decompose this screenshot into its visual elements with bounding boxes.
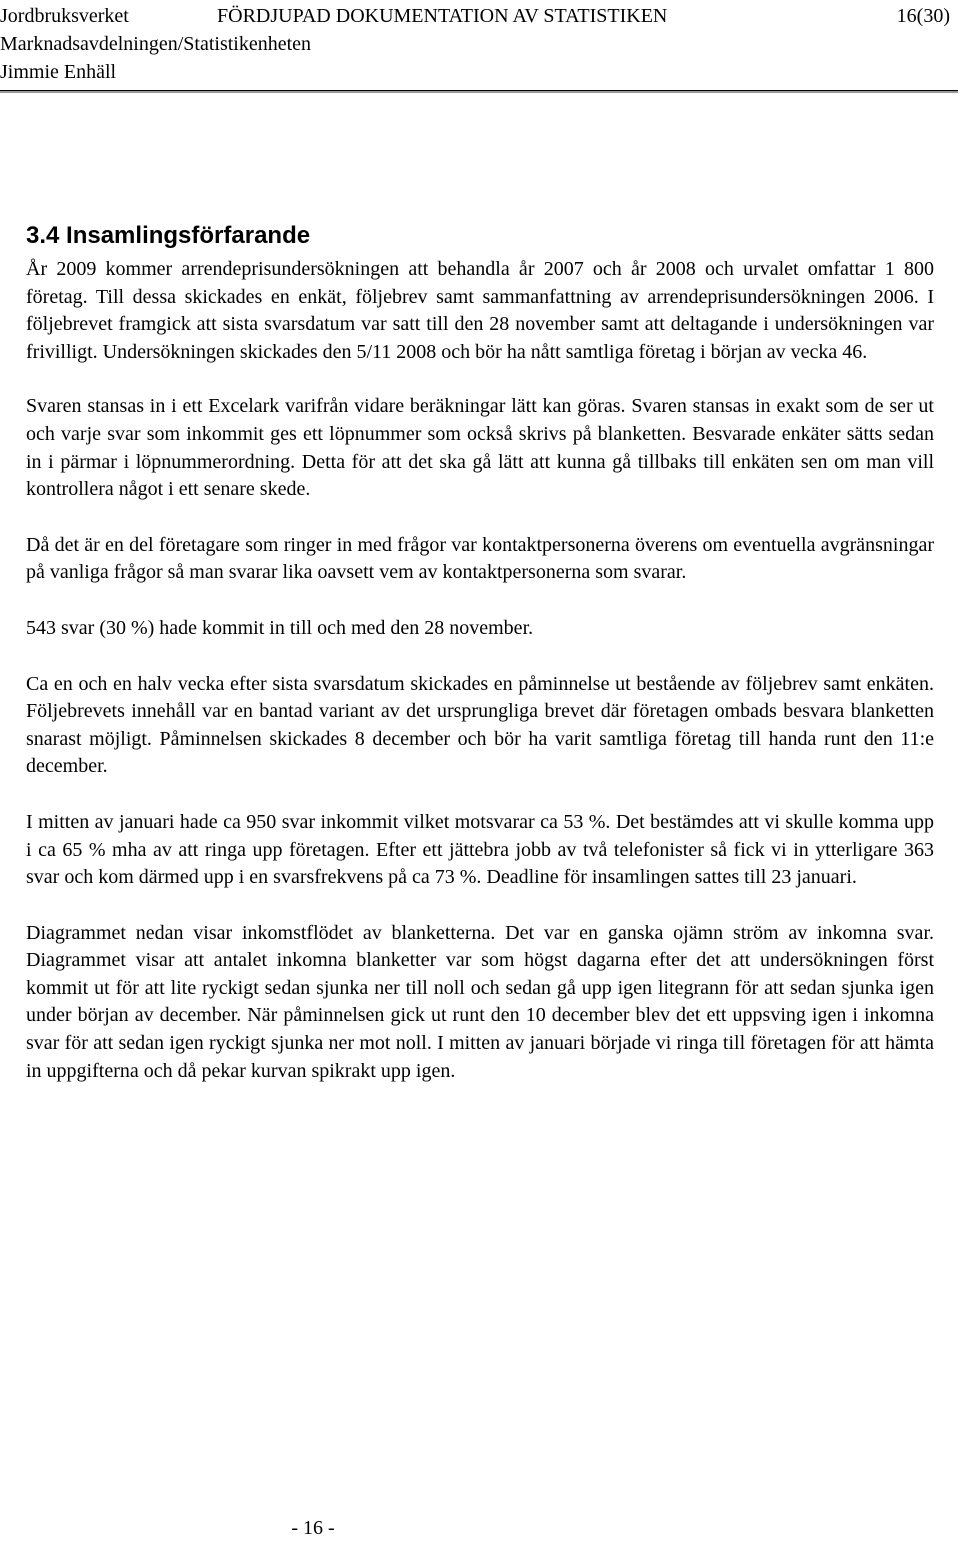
- page-header: [0, 0, 960, 96]
- header-document-type: FÖRDJUPAD DOKUMENTATION AV STATISTIKEN: [217, 5, 668, 27]
- header-divider: [0, 90, 958, 93]
- page-number: - 16 -: [291, 1517, 335, 1539]
- page-footer: [0, 1514, 960, 1542]
- paragraph-collection-intro: År 2009 kommer arrendeprisundersökningen att behandla år 2007 och år 2008 och urvalet omfattar 1 800 företag. Till dessa skickades en enkät, följebrev samt sammanfattning av arrendeprisundersökningen 2006. I följebrevet framgick att sista svarsdatum var satt till den 28 november samt att deltagande i undersökningen var frivilligt. Undersökningen skickades den 5/11 2008 och bör ha nått samtliga företag i början av vecka 46.: [26, 258, 934, 363]
- paragraph-january-status: I mitten av januari hade ca 950 svar inkommit vilket motsvarar ca 53 %. Det bestämdes att vi skulle komma upp i ca 65 % mha av att ringa upp företagen. Efter ett jättebra jobb av två telefonister så fick vi in ytterligare 363 svar och kom därmed upp i en svarsfrekvens på ca 73 %. Deadline för insamlingen sattes till 23 januari.: [26, 810, 934, 889]
- section-heading: 3.4 Insamlingsförfarande: [26, 222, 311, 249]
- paragraph-reminder: Ca en och en halv vecka efter sista svarsdatum skickades en påminnelse ut bestående av följebrev samt enkäten. Följebrevets innehåll var en bantad variant av det ursprungliga brevet där företagen ombads besvara blanketten snarast möjligt. Påminnelsen skickades 8 december och bör ha varit samtliga företag till handa runt den 11:e december.: [26, 672, 934, 778]
- header-organization: Jordbruksverket: [0, 5, 129, 27]
- header-department: Marknadsavdelningen/Statistikenheten: [0, 33, 312, 55]
- header-page-indicator: 16(30): [896, 5, 950, 27]
- paragraph-contact-persons: Då det är en del företagare som ringer in med frågor var kontaktpersonerna överens om eventuella avgränsningar på vanliga frågor så man svarar lika oavsett vem av kontaktpersonerna som svarar.: [26, 533, 934, 584]
- main-content: [26, 220, 934, 1113]
- paragraph-data-entry: Svaren stansas in i ett Excelark varifrån vidare beräkningar lätt kan göras. Svaren stansas in exakt som de ser ut och varje svar som inkommit ges ett löpnummer som också skrivs på blanketten. Besvarade enkäter sätts sedan in i pärmar i löpnummerordning. Detta för att det ska gå lätt att kunna gå tillbaks till enkäten sen om man vill kontrollera något i ett senare skede.: [26, 395, 934, 501]
- paragraph-diagram-description: Diagrammet nedan visar inkomstflödet av blanketterna. Det var en ganska ojämn ström av inkomna svar. Diagrammet visar att antalet inkomna blanketter var som högst dagarna efter det att undersökningen först kommit ut för att lite ryckigt sedan sjunka ner till noll och sedan gå upp igen litegrann för att sedan sjunka igen under början av december. När påminnelsen gick ut runt den 10 december blev det ett uppsving igen i inkomna svar för att sedan igen ryckigt sjunka ner mot noll. I mitten av januari började vi ringa till företagen för att hämta in uppgifterna och då pekar kurvan spikrakt upp igen.: [26, 921, 934, 1082]
- header-author: Jimmie Enhäll: [0, 61, 117, 83]
- paragraph-responses-november: 543 svar (30 %) hade kommit in till och med den 28 november.: [26, 616, 534, 639]
